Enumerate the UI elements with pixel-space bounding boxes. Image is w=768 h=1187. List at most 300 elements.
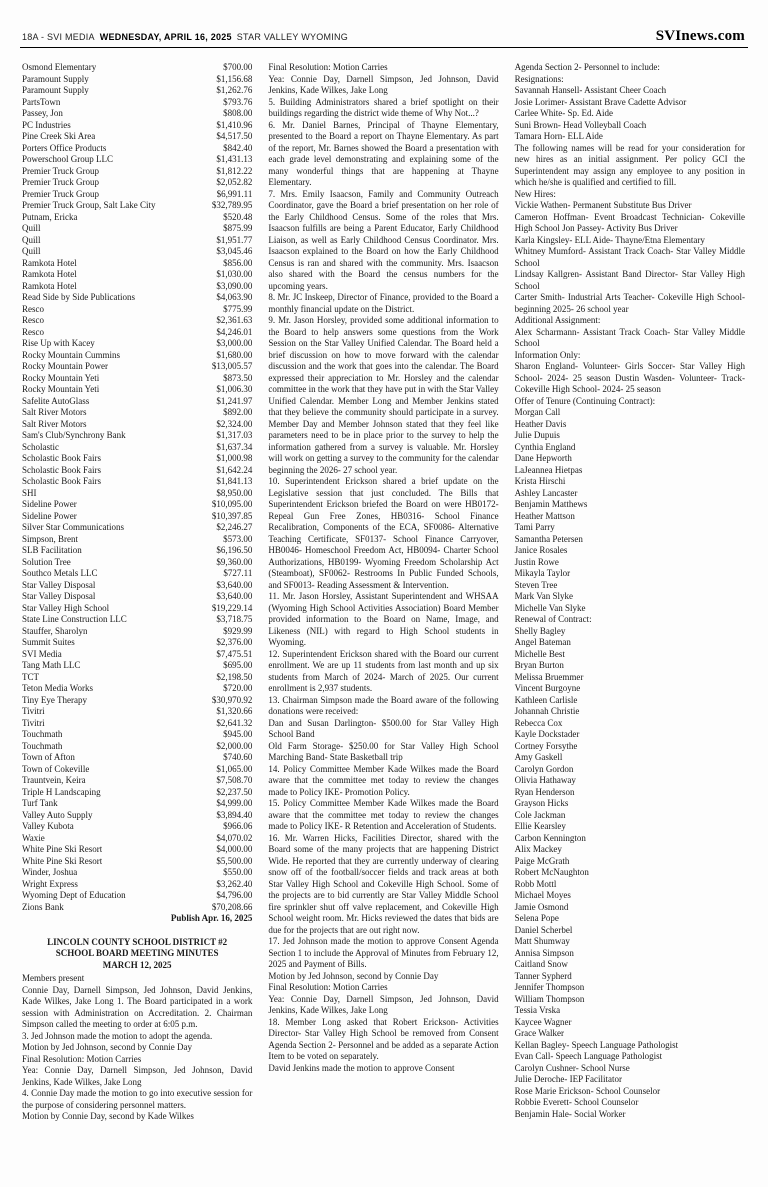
personnel-line: Mark Van Slyke bbox=[514, 591, 573, 601]
expenditure-row bbox=[22, 292, 252, 304]
vendor-name: Paramount Supply bbox=[22, 73, 89, 84]
vendor-amount: $7,475.51 bbox=[216, 648, 253, 659]
page-header bbox=[22, 28, 745, 45]
vendor-amount: $4,000.00 bbox=[216, 844, 253, 854]
site-name: SVInews.com bbox=[655, 28, 745, 44]
vendor-name: Rocky Mountain Cummins bbox=[22, 349, 121, 360]
vendor-amount: $2,052.82 bbox=[216, 177, 253, 187]
personnel-line: Vincent Burgoyne bbox=[514, 683, 581, 693]
vendor-amount: $3,894.40 bbox=[216, 809, 253, 820]
vendor-name: Resco bbox=[22, 303, 44, 314]
vendor-amount: $3,045.46 bbox=[216, 246, 253, 256]
personnel-line: Agenda Section 2- Personnel to include: bbox=[514, 62, 660, 72]
personnel-line: Suni Brown- Head Volleyball Coach bbox=[514, 119, 647, 130]
personnel-line: Cortney Forsythe bbox=[514, 740, 578, 751]
minutes-paragraph: 18. Member Long asked that Robert Erickson- Activities Director- Star Valley High School be removed from Consent Agenda Section 2- Personnel and be added as a separate Action Item to be voted on separately. bbox=[268, 1016, 499, 1061]
personnel-line: Carbon Kennington bbox=[514, 832, 586, 843]
personnel-line: Cynthia England bbox=[514, 441, 576, 452]
vendor-name: White Pine Ski Resort bbox=[22, 855, 103, 866]
vendor-name: Safelite AutoGlass bbox=[22, 395, 90, 406]
expenditure-row bbox=[22, 465, 252, 477]
expenditure-row bbox=[22, 350, 252, 362]
vendor-name: Trauntvein, Keira bbox=[22, 775, 86, 785]
expenditure-row bbox=[22, 442, 252, 454]
vendor-amount: $2,198.50 bbox=[216, 671, 253, 682]
expenditure-row bbox=[22, 419, 252, 431]
vendor-name: Turf Tank bbox=[22, 798, 58, 808]
vendor-name: Porters Office Products bbox=[22, 142, 107, 153]
vendor-amount: $4,063.90 bbox=[216, 292, 253, 302]
personnel-line: Julie Dupuis bbox=[514, 430, 560, 440]
vendor-amount: $720.00 bbox=[223, 683, 253, 693]
vendor-name: Scholastic bbox=[22, 441, 59, 452]
vendor-name: Osmond Elementary bbox=[22, 62, 97, 72]
personnel-line: Ellie Kearsley bbox=[514, 821, 566, 831]
vendor-amount: $4,796.00 bbox=[216, 890, 253, 900]
vendor-amount: $30,970.92 bbox=[211, 694, 253, 705]
vendor-name: Solution Tree bbox=[22, 556, 71, 567]
vendor-name: SVI Media bbox=[22, 648, 62, 659]
minutes-title-line: LINCOLN COUNTY SCHOOL DISTRICT #2 bbox=[47, 936, 228, 947]
expenditure-row bbox=[22, 695, 252, 707]
personnel-line: Jamie Osmond bbox=[514, 901, 569, 912]
personnel-line: Kaycee Wagner bbox=[514, 1016, 572, 1027]
vendor-amount: $2,641.32 bbox=[216, 717, 253, 728]
expenditure-row bbox=[22, 258, 252, 270]
expenditure-row bbox=[22, 476, 252, 488]
expenditure-row bbox=[22, 649, 252, 661]
personnel-line: Justin Rowe bbox=[514, 556, 559, 567]
personnel-line: Cole Jackman bbox=[514, 809, 566, 820]
expenditure-row bbox=[22, 166, 252, 178]
vendor-name: Powerschool Group LLC bbox=[22, 154, 113, 164]
vendor-amount: $1,951.77 bbox=[216, 234, 253, 245]
minutes-paragraph: Yea: Connie Day, Darnell Simpson, Jed Johnson, David Jenkins, Kade Wilkes, Jake Long bbox=[268, 993, 499, 1015]
expenditure-row bbox=[22, 534, 252, 546]
vendor-name: Rocky Mountain Yeti bbox=[22, 384, 100, 394]
expenditure-row bbox=[22, 810, 252, 822]
publish-line: Publish Apr. 16, 2025 bbox=[170, 913, 253, 923]
personnel-line: Julie Deroche- IEP Facilitator bbox=[514, 1074, 623, 1084]
personnel-line: Josie Lorimer- Assistant Brave Cadette Advisor bbox=[514, 96, 687, 107]
expenditure-row bbox=[22, 246, 252, 258]
expenditure-row bbox=[22, 706, 252, 718]
vendor-amount: $808.00 bbox=[223, 108, 253, 118]
expenditure-row bbox=[22, 85, 252, 97]
vendor-amount: $1,812.22 bbox=[216, 165, 253, 176]
vendor-amount: $842.40 bbox=[223, 142, 253, 153]
vendor-name: Premier Truck Group, Salt Lake City bbox=[22, 200, 156, 210]
expenditure-row bbox=[22, 131, 252, 143]
minutes-paragraph: Members present bbox=[22, 973, 85, 983]
minutes-paragraph: 3. Jed Johnson made the motion to adopt the agenda. bbox=[22, 1030, 213, 1041]
vendor-amount: $1,642.24 bbox=[216, 464, 253, 475]
minutes-paragraph: Connie Day, Darnell Simpson, Jed Johnson, David Jenkins, Kade Wilkes, Jake Long 1. The Board participated in a work session with Administration on Accreditation. 2. Chairman Simpson called the meeting to order at 6:05 p.m. bbox=[22, 984, 253, 1029]
personnel-line: Heather Mattson bbox=[514, 510, 575, 521]
expenditure-row bbox=[22, 580, 252, 592]
vendor-amount: $945.00 bbox=[223, 729, 253, 739]
vendor-amount: $13,005.57 bbox=[211, 361, 253, 371]
personnel-line: Matt Shumway bbox=[514, 936, 570, 946]
vendor-name: Touchmath bbox=[22, 729, 63, 739]
personnel-line: Savannah Hansell- Assistant Cheer Coach bbox=[514, 85, 667, 95]
personnel-line: Whitney Mumford- Assistant Track Coach- Star Valley Middle School bbox=[514, 246, 745, 268]
personnel-line: Heather Davis bbox=[514, 418, 567, 429]
personnel-line: Mikayla Taylor bbox=[514, 568, 571, 578]
expenditure-row bbox=[22, 407, 252, 419]
expenditure-row bbox=[22, 373, 252, 385]
vendor-name: Putnam, Ericka bbox=[22, 211, 78, 222]
minutes-paragraph: 7. Mrs. Emily Isaacson, Family and Community Outreach Coordinator, gave the Board a brief presentation on her role of the Early Childhood Census. Some of the roles that Mrs. Isaacson fulfills are being a Parent Educator, Early Childhood Liaison, as well as Early Childhood Census Coordinator. Mrs. Isaacson explained to the Board on how the Early Childhood Census is ran and shared with the community. Mrs. Isaacson also shared with the Board the census numbers for the upcoming years. bbox=[268, 188, 499, 291]
minutes-paragraph: 5. Building Administrators shared a brief spotlight on their buildings regarding the district wide theme of Why Not...? bbox=[268, 96, 499, 118]
vendor-name: White Pine Ski Resort bbox=[22, 844, 103, 854]
vendor-name: Salt River Motors bbox=[22, 407, 87, 417]
vendor-name: Star Valley Disposal bbox=[22, 579, 96, 590]
vendor-name: Sideline Power bbox=[22, 499, 77, 509]
personnel-line: Carolyn Cushner- School Nurse bbox=[514, 1062, 630, 1073]
vendor-name: Premier Truck Group bbox=[22, 188, 99, 199]
personnel-line: Michael Moyes bbox=[514, 890, 571, 900]
expenditure-row bbox=[22, 327, 252, 339]
vendor-amount: $2,000.00 bbox=[216, 740, 253, 751]
expenditure-row bbox=[22, 396, 252, 408]
vendor-amount: $7,508.70 bbox=[216, 775, 253, 785]
vendor-name: Pine Creek Ski Area bbox=[22, 131, 96, 141]
vendor-amount: $856.00 bbox=[223, 257, 253, 268]
expenditure-row bbox=[22, 683, 252, 695]
personnel-line: Dane Hepworth bbox=[514, 453, 572, 463]
vendor-amount: $727.11 bbox=[223, 568, 253, 578]
personnel-line: Cameron Hoffman- Event Broadcast Technician- Cokeville High School Jon Passey- Activity Bus Driver bbox=[514, 211, 745, 233]
personnel-line: Kathleen Carlisle bbox=[514, 694, 578, 705]
vendor-amount: $1,320.66 bbox=[216, 706, 253, 716]
vendor-name: Valley Auto Supply bbox=[22, 809, 93, 820]
vendor-amount: $4,070.02 bbox=[216, 832, 253, 843]
expenditure-row bbox=[22, 200, 252, 212]
vendor-amount: $9,360.00 bbox=[216, 556, 253, 567]
expenditure-row bbox=[22, 718, 252, 730]
vendor-name: Ramkota Hotel bbox=[22, 269, 77, 279]
personnel-line: Jennifer Thompson bbox=[514, 982, 585, 992]
page-number-label: 18A - SVI MEDIA bbox=[22, 32, 95, 42]
expenditure-row bbox=[22, 235, 252, 247]
minutes-paragraph: 16. Mr. Warren Hicks, Facilities Director, shared with the Board some of the many projects that are happening District Wide. He reported that they are currently underway of clearing snow off of the football/soccer fields and track areas at both Star Valley High School and Cokeville High School. Some of the projects are to bid currently are Star Valley Middle School fire sprinkler shut off valve replacement, and Cokeville High School weight room. Mr. Hicks reviewed the dates that bids are due for the projects that are out right now. bbox=[268, 832, 499, 935]
vendor-name: Stauffer, Sharolyn bbox=[22, 625, 88, 636]
header-rule bbox=[20, 47, 748, 48]
personnel-line: Melissa Bruemmer bbox=[514, 671, 584, 682]
expenditure-row bbox=[22, 545, 252, 557]
vendor-amount: $6,991.11 bbox=[216, 188, 253, 199]
vendor-name: Touchmath bbox=[22, 740, 63, 751]
expenditure-row bbox=[22, 591, 252, 603]
vendor-name: Ramkota Hotel bbox=[22, 280, 77, 291]
personnel-line: Additional Assignment: bbox=[514, 315, 601, 325]
expenditure-row bbox=[22, 879, 252, 891]
vendor-amount: $1,410.96 bbox=[216, 119, 253, 130]
expenditure-row bbox=[22, 154, 252, 166]
personnel-line: Resignations: bbox=[514, 73, 564, 84]
personnel-line: Angel Bateman bbox=[514, 637, 571, 647]
minutes-paragraph: David Jenkins made the motion to approve Consent bbox=[268, 1062, 455, 1073]
vendor-amount: $6,196.50 bbox=[216, 545, 253, 555]
minutes-paragraph: Motion by Jed Johnson, second by Connie Day bbox=[268, 970, 439, 981]
personnel-line: Selena Pope bbox=[514, 913, 559, 923]
vendor-name: Zions Bank bbox=[22, 901, 64, 912]
vendor-name: Read Side by Side Publications bbox=[22, 292, 135, 302]
vendor-amount: $70,208.66 bbox=[211, 901, 253, 912]
personnel-line: Tanner Sypherd bbox=[514, 970, 572, 981]
vendor-amount: $3,090.00 bbox=[216, 280, 253, 291]
personnel-line: Robbie Everett- School Counselor bbox=[514, 1097, 639, 1107]
vendor-name: Rise Up with Kacey bbox=[22, 338, 95, 348]
expenditure-row bbox=[22, 798, 252, 810]
personnel-line: Janice Rosales bbox=[514, 545, 568, 555]
expenditure-row bbox=[22, 212, 252, 224]
minutes-paragraph: 10. Superintendent Erickson shared a brief update on the Legislative session that just concluded. The Bills that Superintendent Erickson briefed the Board on were HB0172- Repeal Gun Free Zones, HB0316- School Finance Recalibration, Components of the ECA, SF0086- Alternative Teaching Certificate, SF0137- School Finance Carryover, HB0046- Homeschool Freedom Act, HB0094- Charter School Authorizations, HB0199- Wyoming Freedom Scholarship Act (Steamboat), SF0062- Restrooms In Public Funded Schools, and SF0013- Reading Assessment & Intervention. bbox=[268, 476, 499, 590]
minutes-paragraph: 4. Connie Day made the motion to go into executive session for the purpose of considering personnel matters. bbox=[22, 1088, 253, 1110]
minutes-paragraph: Yea: Connie Day, Darnell Simpson, Jed Johnson, David Jenkins, Kade Wilkes, Jake Long bbox=[268, 73, 499, 95]
vendor-name: Rocky Mountain Power bbox=[22, 361, 108, 371]
expenditure-row bbox=[22, 177, 252, 189]
vendor-name: Town of Afton bbox=[22, 752, 75, 762]
expenditure-row bbox=[22, 62, 252, 74]
personnel-line: Vickie Wathen- Permanent Substitute Bus Driver bbox=[514, 200, 692, 210]
expenditure-row bbox=[22, 384, 252, 396]
vendor-amount: $573.00 bbox=[223, 533, 253, 544]
personnel-line: Tamara Horn- ELL Aide bbox=[514, 131, 603, 141]
personnel-line: Krista Hirschi bbox=[514, 476, 566, 486]
expenditure-row bbox=[22, 867, 252, 879]
vendor-name: TCT bbox=[22, 671, 39, 682]
expenditure-row bbox=[22, 511, 252, 523]
vendor-amount: $4,999.00 bbox=[216, 798, 253, 808]
expenditure-row bbox=[22, 844, 252, 856]
vendor-name: Waxie bbox=[22, 832, 45, 843]
expenditure-row bbox=[22, 488, 252, 500]
vendor-name: Quill bbox=[22, 234, 41, 245]
expenditure-row bbox=[22, 189, 252, 201]
vendor-amount: $1,262.76 bbox=[216, 85, 253, 95]
vendor-name: Passey, Jon bbox=[22, 108, 63, 118]
minutes-paragraph: 12. Superintendent Erickson shared with the Board our current enrollment. We are up 11 students from last month and up six students from March of 2024- March of 2025. Our current enrollment is 2,937 students. bbox=[268, 648, 499, 693]
personnel-line: Robb Mottl bbox=[514, 878, 557, 889]
minutes-title-line: MARCH 12, 2025 bbox=[102, 959, 172, 970]
minutes-paragraph: Final Resolution: Motion Carries bbox=[22, 1053, 142, 1064]
expenditure-row bbox=[22, 764, 252, 776]
minutes-column-1 bbox=[22, 973, 252, 1123]
personnel-line: Offer of Tenure (Continuing Contract): bbox=[514, 395, 656, 406]
vendor-amount: $2,237.50 bbox=[216, 786, 253, 797]
personnel-line: Ashley Lancaster bbox=[514, 487, 578, 498]
personnel-line: New Hires: bbox=[514, 188, 556, 199]
minutes-paragraph: 17. Jed Johnson made the motion to approve Consent Agenda Section 1 to include the Approval of Minutes from February 12, 2025 and Payment of Bills. bbox=[268, 936, 499, 969]
expenditure-row bbox=[22, 430, 252, 442]
personnel-line: Kellan Bagley- Speech Language Pathologist bbox=[514, 1039, 679, 1050]
vendor-amount: $2,324.00 bbox=[216, 418, 253, 429]
vendor-name: Premier Truck Group bbox=[22, 177, 99, 187]
personnel-line: Carter Smith- Industrial Arts Teacher- Cokeville High School- beginning 2025- 26 school year bbox=[514, 292, 745, 314]
vendor-amount: $1,000.98 bbox=[216, 453, 253, 463]
personnel-line: Samantha Petersen bbox=[514, 533, 583, 544]
personnel-line: Morgan Call bbox=[514, 407, 561, 417]
minutes-paragraph: Motion by Connie Day, second by Kade Wilkes bbox=[22, 1111, 194, 1121]
vendor-name: Ramkota Hotel bbox=[22, 257, 77, 268]
vendor-name: Resco bbox=[22, 315, 44, 325]
vendor-amount: $775.99 bbox=[223, 303, 253, 314]
personnel-line: Karla Kingsley- ELL Aide- Thayne/Etna Elementary bbox=[514, 234, 705, 245]
minutes-column-2 bbox=[268, 62, 498, 1074]
vendor-name: Simpson, Brent bbox=[22, 533, 79, 544]
vendor-amount: $793.76 bbox=[223, 96, 253, 107]
minutes-paragraph: Yea: Connie Day, Darnell Simpson, Jed Johnson, David Jenkins, Kade Wilkes, Jake Long bbox=[22, 1065, 253, 1087]
personnel-line: Sharon England- Volunteer- Girls Soccer- Star Valley High School- 2024- 25 season Dustin Wasden- Volunteer- Track- Cokeville High School- 2024- 25 season bbox=[514, 361, 745, 394]
minutes-title bbox=[22, 937, 252, 972]
personnel-line: Grayson Hicks bbox=[514, 798, 569, 808]
personnel-line: Olivia Hathaway bbox=[514, 775, 576, 785]
vendor-name: Scholastic Book Fairs bbox=[22, 476, 101, 486]
vendor-amount: $695.00 bbox=[223, 660, 253, 670]
vendor-name: Wyoming Dept of Education bbox=[22, 890, 126, 900]
personnel-line: Lindsay Kallgren- Assistant Band Director- Star Valley High School bbox=[514, 269, 745, 291]
personnel-line: Kayle Dockstader bbox=[514, 729, 580, 739]
minutes-paragraph: 11. Mr. Jason Horsley, Assistant Superintendent and WHSAA (Wyoming High School Activities Association) Board Member provided information to the Board on Name, Image, and Likeness (NIL) with regard to High School students in Wyoming. bbox=[268, 591, 499, 647]
personnel-line: William Thompson bbox=[514, 993, 585, 1004]
vendor-name: Southco Metals LLC bbox=[22, 568, 98, 578]
vendor-name: Triple H Landscaping bbox=[22, 786, 101, 797]
vendor-name: Winder, Joshua bbox=[22, 867, 78, 877]
vendor-amount: $966.06 bbox=[223, 821, 253, 831]
personnel-line: Information Only: bbox=[514, 349, 581, 360]
expenditure-row bbox=[22, 890, 252, 902]
vendor-name: Tiny Eye Therapy bbox=[22, 694, 87, 705]
vendor-amount: $700.00 bbox=[223, 62, 253, 72]
minutes-paragraph: 8. Mr. JC Inskeep, Director of Finance, provided to the Board a monthly financial update on the District. bbox=[268, 292, 499, 314]
vendor-amount: $929.99 bbox=[223, 625, 253, 636]
personnel-line: Robert McNaughton bbox=[514, 867, 589, 877]
expenditure-row bbox=[22, 821, 252, 833]
personnel-line: The following names will be read for your consideration for new hires as an initial assignment. Per policy GCI the Superintendent may assign any employee to any position in which he/she is qualified and certified to fill. bbox=[514, 142, 745, 187]
minutes-paragraph: Final Resolution: Motion Carries bbox=[268, 62, 388, 72]
vendor-name: Tang Math LLC bbox=[22, 660, 81, 670]
vendor-name: Teton Media Works bbox=[22, 683, 93, 693]
personnel-line: Shelly Bagley bbox=[514, 625, 566, 636]
vendor-name: SHI bbox=[22, 487, 37, 498]
vendor-amount: $1,680.00 bbox=[216, 349, 253, 360]
issue-date: WEDNESDAY, APRIL 16, 2025 bbox=[99, 32, 232, 42]
personnel-line: Grace Walker bbox=[514, 1028, 564, 1038]
vendor-amount: $2,361.63 bbox=[216, 315, 253, 325]
issue-location: STAR VALLEY WYOMING bbox=[236, 32, 349, 42]
personnel-line: Renewal of Contract: bbox=[514, 614, 592, 624]
vendor-name: Scholastic Book Fairs bbox=[22, 464, 101, 475]
vendor-name: Town of Cokeville bbox=[22, 763, 90, 774]
vendor-amount: $1,431.13 bbox=[216, 154, 253, 164]
expenditure-row bbox=[22, 729, 252, 741]
personnel-line: Alix Mackey bbox=[514, 844, 562, 854]
vendor-amount: $873.50 bbox=[223, 372, 253, 383]
minutes-paragraph: Dan and Susan Darlington- $500.00 for Star Valley High School Band bbox=[268, 717, 499, 739]
personnel-line: Tessia Vrska bbox=[514, 1005, 561, 1015]
minutes-paragraph: Motion by Jed Johnson, second by Connie Day bbox=[22, 1042, 192, 1052]
vendor-name: Quill bbox=[22, 246, 41, 256]
expenditure-row bbox=[22, 557, 252, 569]
column-minutes-continued bbox=[268, 62, 498, 1123]
expenditure-row bbox=[22, 568, 252, 580]
expenditure-row bbox=[22, 775, 252, 787]
vendor-amount: $2,376.00 bbox=[216, 637, 253, 647]
minutes-paragraph: Old Farm Storage- $250.00 for Star Valley High School Marching Band- State Basketball trip bbox=[268, 740, 499, 762]
vendor-name: Sideline Power bbox=[22, 510, 77, 521]
vendor-amount: $1,637.34 bbox=[216, 441, 253, 452]
expenditure-row bbox=[22, 315, 252, 327]
vendor-amount: $32,789.95 bbox=[211, 200, 253, 210]
personnel-line: Michelle Best bbox=[514, 648, 565, 659]
expenditure-row bbox=[22, 614, 252, 626]
vendor-name: Tivitri bbox=[22, 706, 45, 716]
minutes-paragraph: 14. Policy Committee Member Kade Wilkes made the Board aware that the committee met today to review the changes made to Policy IKE- Promotion Policy. bbox=[268, 763, 499, 797]
vendor-amount: $4,246.01 bbox=[216, 326, 253, 337]
vendor-name: Salt River Motors bbox=[22, 418, 87, 429]
personnel-line: Daniel Scherbel bbox=[514, 924, 573, 935]
minutes-paragraph: 15. Policy Committee Member Kade Wilkes made the Board aware that the committee met today to review the changes made to Policy IKE- R Retention and Acceleration of Students. bbox=[268, 798, 499, 831]
expenditure-row bbox=[22, 304, 252, 316]
personnel-list bbox=[515, 62, 745, 1120]
personnel-line: Caitland Snow bbox=[514, 959, 568, 969]
personnel-line: Rose Marie Erickson- School Counselor bbox=[514, 1085, 661, 1096]
personnel-line: Carolyn Gordon bbox=[514, 763, 574, 774]
vendor-amount: $10,095.00 bbox=[211, 499, 253, 509]
vendor-amount: $3,718.75 bbox=[216, 614, 253, 624]
expenditure-row bbox=[22, 499, 252, 511]
vendor-amount: $19,229.14 bbox=[211, 602, 253, 613]
vendor-amount: $520.48 bbox=[223, 211, 253, 222]
personnel-line: Tami Parry bbox=[514, 522, 555, 532]
vendor-name: Resco bbox=[22, 326, 44, 337]
column-expenditures bbox=[22, 62, 252, 1123]
vendor-amount: $3,262.40 bbox=[216, 878, 253, 889]
expenditure-row bbox=[22, 361, 252, 373]
expenditure-list bbox=[22, 62, 252, 913]
vendor-name: Paramount Supply bbox=[22, 85, 89, 95]
vendor-amount: $10,397.85 bbox=[211, 510, 253, 521]
vendor-name: Wright Express bbox=[22, 878, 78, 889]
vendor-amount: $8,950.00 bbox=[216, 487, 253, 498]
vendor-amount: $4,517.50 bbox=[216, 131, 253, 141]
personnel-line: Amy Gaskell bbox=[514, 752, 563, 762]
minutes-paragraph: 9. Mr. Jason Horsley, provided some additional information to the Board to help answers some questions from the Work Session on the Star Valley Unified Calendar. The Board held a brief discussion on how to move forward with the calendar discussion and the work that goes into the calendar. The Board expressed their appreciation to Mr. Horsley and the calendar committee in the work that they have put in with the Star Valley Unified Calendar. Member Long and Member Jenkins stated that they believe the community should participate in a survey. Member Day and Member Johnson stated that they feel like parameters need to be in place prior to the survey to help the information gathered from a survey is valuable. Mr. Horsley will work on getting a survey to the community for the calendar beginning the 2026- 27 school year. bbox=[268, 315, 499, 475]
personnel-line: Michelle Van Slyke bbox=[514, 602, 586, 613]
vendor-amount: $892.00 bbox=[223, 407, 253, 417]
column-personnel bbox=[515, 62, 745, 1123]
vendor-name: Premier Truck Group bbox=[22, 165, 99, 176]
personnel-line: Benjamin Hale- Social Worker bbox=[514, 1108, 626, 1119]
personnel-line: Evan Call- Speech Language Pathologist bbox=[514, 1051, 663, 1061]
vendor-name: State Line Construction LLC bbox=[22, 614, 127, 624]
expenditure-row bbox=[22, 787, 252, 799]
vendor-amount: $1,841.13 bbox=[216, 476, 253, 486]
expenditure-row bbox=[22, 97, 252, 109]
personnel-line: Rebecca Cox bbox=[514, 717, 563, 728]
vendor-name: Silver Star Communications bbox=[22, 522, 124, 532]
vendor-name: PC Industries bbox=[22, 119, 71, 130]
expenditure-row bbox=[22, 74, 252, 86]
vendor-name: Scholastic Book Fairs bbox=[22, 453, 101, 463]
expenditure-row bbox=[22, 269, 252, 281]
vendor-amount: $875.99 bbox=[223, 223, 253, 233]
vendor-amount: $1,006.30 bbox=[216, 384, 253, 394]
personnel-line: LaJeannea Hietpas bbox=[514, 464, 583, 475]
vendor-amount: $3,640.00 bbox=[216, 591, 253, 601]
